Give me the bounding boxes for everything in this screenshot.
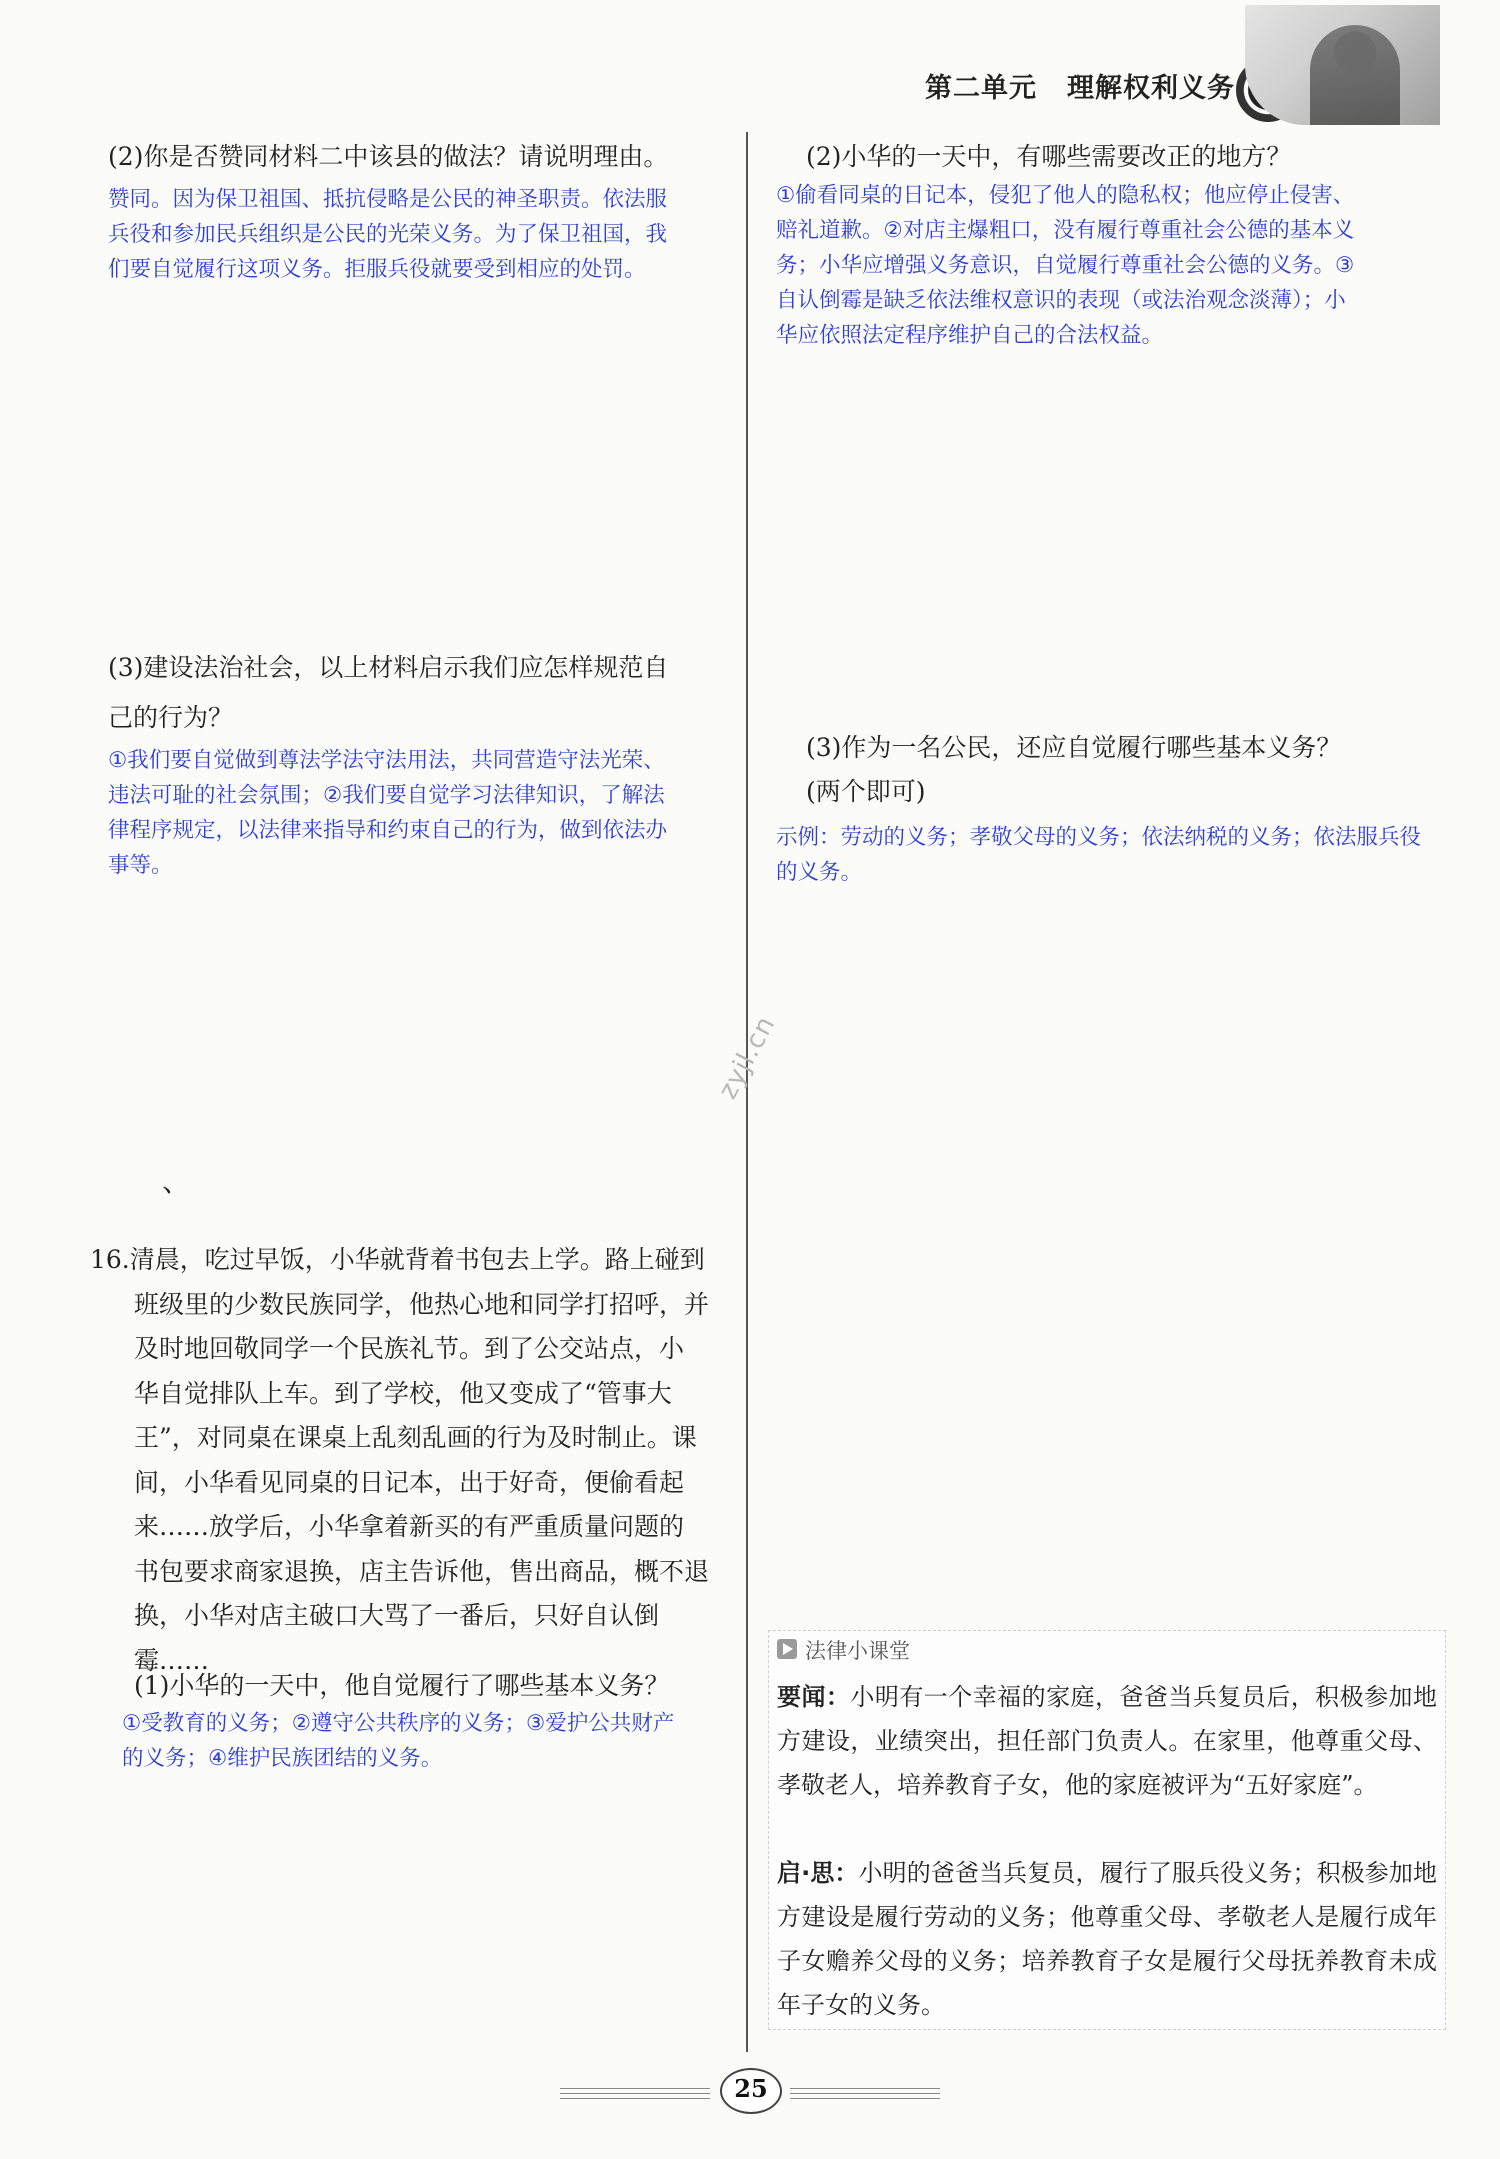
answer-line: 赞同。因为保卫祖国、抵抗侵略是公民的神圣职责。依法服 xyxy=(108,187,668,212)
passage-line: 华自觉排队上车。到了学校，他又变成了“管事大 xyxy=(134,1378,672,1408)
question-line: (3)作为一名公民，还应自觉履行哪些基本义务？ xyxy=(806,733,1342,762)
law-classroom-box xyxy=(768,1630,1446,2030)
passage-line: 来……放学后，小华拿着新买的有严重质量问题的 xyxy=(134,1512,685,1541)
answer-line: ①我们要自觉做到尊法学法守法用法，共同营造守法光荣、 xyxy=(108,748,665,773)
answer-2-left xyxy=(108,182,728,287)
answer-line: 务；小华应增强义务意识，自觉履行尊重社会公德的义务。③ xyxy=(776,253,1355,278)
answer-16-2 xyxy=(776,178,1456,353)
watermark: zyjl.cn xyxy=(713,1010,782,1105)
think-text: 小明的爸爸当兵复员，履行了服兵役义务；积极参加地方建设是履行劳动的义务；他尊重父母、孝敬老人是履行成年子女赡养父母的义务；培养教育子女是履行父母抚养教育未成年子女的义务。 xyxy=(777,1859,1437,2019)
answer-line: 自认倒霉是缺乏依法维权意识的表现（或法治观念淡薄）；小 xyxy=(776,288,1346,313)
question-16-2: (2)小华的一天中，有哪些需要改正的地方？ xyxy=(806,142,1292,171)
answer-16-1 xyxy=(122,1706,742,1776)
decor-lines-right xyxy=(790,2084,940,2108)
header-title xyxy=(925,66,1235,105)
header-unit: 第二单元 xyxy=(925,73,1037,104)
decor-lines-left xyxy=(560,2084,710,2108)
answer-line: 赔礼道歉。②对店主爆粗口，没有履行尊重社会公德的基本义 xyxy=(776,218,1355,243)
box-think xyxy=(777,1851,1437,2027)
answer-line: 的义务；④维护民族团结的义务。 xyxy=(122,1746,443,1771)
passage-line: 班级里的少数民族同学，他热心地和同学打招呼，并 xyxy=(134,1289,710,1319)
answer-line: 的义务。 xyxy=(776,860,863,885)
box-title-bar xyxy=(769,1631,1445,1669)
question-16-passage xyxy=(90,1238,730,1683)
box-title: 法律小课堂 xyxy=(805,1639,910,1663)
answer-line: 律程序规定，以法律来指导和约束自己的行为，做到依法办 xyxy=(108,818,668,843)
passage-line: 16.清晨，吃过早饭，小华就背着书包去上学。路上碰到 xyxy=(90,1245,705,1274)
answer-line: ①受教育的义务；②遵守公共秩序的义务；③爱护公共财产 xyxy=(122,1711,675,1736)
answer-16-3 xyxy=(776,820,1456,890)
header-chapter: 理解权利义务 xyxy=(1067,73,1235,104)
answer-line: 示例：劳动的义务；孝敬父母的义务；依法纳税的义务；依法服兵役 xyxy=(776,825,1422,850)
passage-line: 书包要求商家退换，店主告诉他，售出商品，概不退 xyxy=(134,1556,710,1586)
passage-line: 王”，对同桌在课桌上乱刻乱画的行为及时制止。课 xyxy=(134,1423,697,1452)
question-line: (两个即可) xyxy=(806,777,926,806)
play-icon xyxy=(777,1639,797,1659)
header-photo xyxy=(1245,5,1440,125)
passage-line: 换，小华对店主破口大骂了一番后，只好自认倒 xyxy=(134,1601,660,1630)
stray-mark: 、 xyxy=(162,1165,191,1198)
think-label: 启·思： xyxy=(777,1859,859,1887)
answer-line: ①偷看同桌的日记本，侵犯了他人的隐私权；他应停止侵害、 xyxy=(776,183,1355,208)
passage-line: 及时地回敬同学一个民族礼节。到了公交站点，小 xyxy=(134,1334,685,1363)
answer-3-left xyxy=(108,743,738,883)
answer-line: 兵役和参加民兵组织是公民的光荣义务。为了保卫祖国，我 xyxy=(108,222,668,247)
answer-line: 们要自觉履行这项义务。拒服兵役就要受到相应的处罚。 xyxy=(108,257,646,282)
answer-line: 事等。 xyxy=(108,853,173,878)
column-divider xyxy=(746,132,748,2052)
question-2-left: (2)你是否赞同材料二中该县的做法？请说明理由。 xyxy=(108,142,669,171)
question-line: (3)建设法治社会，以上材料启示我们应怎样规范自 xyxy=(108,653,669,682)
box-news xyxy=(777,1675,1437,1807)
answer-line: 华应依照法定程序维护自己的合法权益。 xyxy=(776,323,1164,348)
answer-line: 违法可耻的社会氛围；②我们要自觉学习法律知识，了解法 xyxy=(108,783,665,808)
question-16-3 xyxy=(806,726,1341,814)
question-line: 己的行为？ xyxy=(108,703,234,732)
passage-line: 霉…… xyxy=(134,1645,210,1675)
page-number-badge xyxy=(700,2066,800,2116)
news-label: 要闻： xyxy=(777,1683,851,1711)
question-16-1: (1)小华的一天中，他自觉履行了哪些基本义务？ xyxy=(134,1671,670,1700)
page-header xyxy=(820,40,1440,130)
question-3-left xyxy=(108,646,668,740)
passage-line: 间，小华看见同桌的日记本，出于好奇，便偷看起 xyxy=(134,1467,685,1497)
page-number: 25 xyxy=(734,2074,768,2103)
news-text: 小明有一个幸福的家庭，爸爸当兵复员后，积极参加地方建设，业绩突出，担任部门负责人。在家里，他尊重父母、孝敬老人，培养教育子女，他的家庭被评为“五好家庭”。 xyxy=(777,1683,1438,1799)
